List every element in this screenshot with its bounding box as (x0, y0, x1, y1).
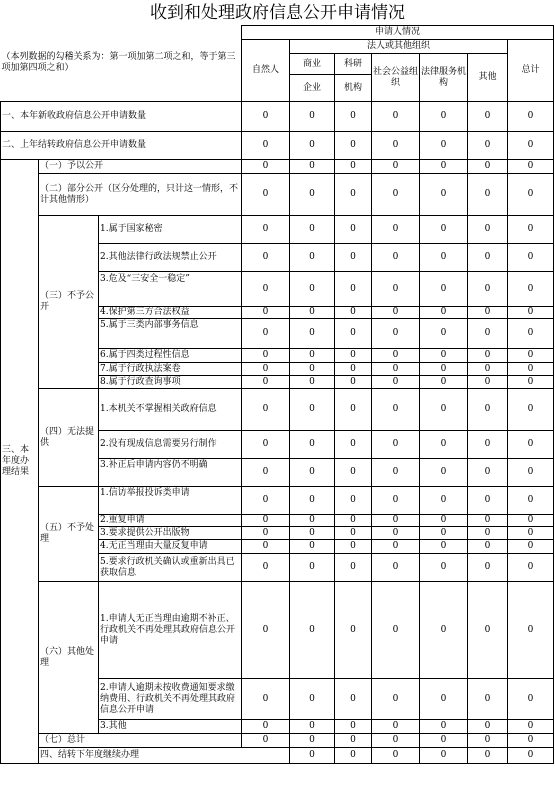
row-label: 1.本机关不掌握相关政府信息 (99, 389, 242, 431)
cell-value: 0 (508, 244, 554, 272)
cell-value: 0 (508, 720, 554, 734)
cell-value: 0 (468, 376, 508, 389)
group-5-label: （五）不予处理 (39, 487, 99, 582)
row-label: 7.属于行政执法案卷 (99, 363, 242, 376)
cell-value: 0 (290, 244, 335, 272)
cell-value: 0 (420, 734, 468, 748)
cell-value: 0 (468, 540, 508, 554)
cell-value: 0 (335, 431, 372, 459)
cell-value: 0 (508, 515, 554, 527)
cell-value: 0 (372, 319, 420, 349)
row-label: 2.没有现成信息需要另行制作 (99, 431, 242, 459)
cell-value: 0 (508, 527, 554, 540)
cell-value: 0 (290, 216, 335, 244)
cell-value: 0 (372, 376, 420, 389)
cell-value: 0 (290, 389, 335, 431)
cell-value: 0 (335, 307, 372, 319)
cell-value: 0 (335, 487, 372, 515)
row-label: 二、上年结转政府信息公开申请数量 (1, 132, 242, 160)
cell-value: 0 (372, 734, 420, 748)
cell-value: 0 (468, 487, 508, 515)
table-row (1, 582, 554, 679)
cell-value: 0 (372, 307, 420, 319)
cell-value: 0 (372, 748, 420, 764)
cell-value: 0 (468, 515, 508, 527)
cell-value: 0 (242, 160, 290, 174)
cell-value: 0 (242, 244, 290, 272)
cell-value: 0 (335, 582, 372, 679)
cell-value: 0 (242, 515, 290, 527)
cell-value: 0 (468, 582, 508, 679)
row-label: 3.补正后申请内容仍不明确 (99, 459, 242, 487)
cell-value: 0 (468, 748, 508, 764)
cell-value: 0 (242, 216, 290, 244)
cell-value: 0 (468, 431, 508, 459)
cell-value: 0 (372, 244, 420, 272)
table-row (1, 102, 554, 132)
cell-value: 0 (420, 174, 468, 216)
cell-value: 0 (468, 307, 508, 319)
header-commerce-bottom: 企业 (290, 75, 335, 102)
cell-value: 0 (242, 459, 290, 487)
cell-value: 0 (372, 349, 420, 363)
cell-value: 0 (335, 748, 372, 764)
header-research-top: 科研 (335, 54, 372, 75)
cell-value: 0 (242, 349, 290, 363)
cell-value: 0 (372, 431, 420, 459)
cell-value: 0 (290, 720, 335, 734)
row-label: 2.重复申请 (99, 515, 242, 527)
cell-value: 0 (290, 487, 335, 515)
cell-value: 0 (290, 679, 335, 720)
cell-value: 0 (335, 319, 372, 349)
cell-value: 0 (372, 582, 420, 679)
cell-value: 0 (242, 102, 290, 132)
info-disclosure-table (0, 25, 554, 764)
cell-value: 0 (290, 431, 335, 459)
cell-value: 0 (508, 349, 554, 363)
cell-value: 0 (372, 272, 420, 307)
cell-value: 0 (508, 132, 554, 160)
row-label: 3.其他 (99, 720, 242, 734)
cell-value: 0 (420, 363, 468, 376)
cell-value: 0 (420, 272, 468, 307)
cell-value: 0 (508, 540, 554, 554)
cell-value: 0 (420, 431, 468, 459)
cell-value: 0 (290, 527, 335, 540)
row-label: 3.要求提供公开出版物 (99, 527, 242, 540)
cell-value: 0 (242, 582, 290, 679)
cell-value: 0 (335, 376, 372, 389)
cell-value: 0 (242, 720, 290, 734)
cell-value: 0 (242, 554, 290, 582)
cell-value: 0 (508, 748, 554, 764)
table-row (1, 734, 554, 748)
cell-value: 0 (372, 554, 420, 582)
cell-value: 0 (508, 160, 554, 174)
cell-value: 0 (508, 319, 554, 349)
cell-value: 0 (468, 554, 508, 582)
cell-value: 0 (420, 540, 468, 554)
row-label: 4.无正当理由大量反复申请 (99, 540, 242, 554)
cell-value: 0 (468, 720, 508, 734)
cell-value: 0 (372, 487, 420, 515)
cell-value: 0 (420, 527, 468, 540)
cell-value: 0 (420, 132, 468, 160)
cell-value: 0 (420, 515, 468, 527)
cell-value: 0 (468, 679, 508, 720)
table-row (1, 160, 554, 174)
cell-value: 0 (335, 540, 372, 554)
cell-value: 0 (508, 102, 554, 132)
cell-value: 0 (420, 376, 468, 389)
cell-value: 0 (420, 582, 468, 679)
cell-value: 0 (290, 748, 335, 764)
cell-value: 0 (242, 376, 290, 389)
cell-value: 0 (420, 216, 468, 244)
cell-value: 0 (335, 102, 372, 132)
cell-value: 0 (372, 540, 420, 554)
header-legal-group: 法人或其他组织 (290, 40, 508, 54)
cell-value: 0 (508, 389, 554, 431)
cell-value: 0 (372, 102, 420, 132)
cell-value: 0 (468, 527, 508, 540)
cell-value: 0 (372, 174, 420, 216)
row-label: 2.申请人逾期未按收费通知要求缴纳费用、行政机关不再处理其政府信息公开申请 (99, 679, 242, 720)
header-commerce-top: 商业 (290, 54, 335, 75)
cell-value: 0 (335, 734, 372, 748)
page-title: 收到和处理政府信息公开申请情况 (150, 3, 405, 23)
cell-value: 0 (508, 307, 554, 319)
cell-value: 0 (372, 389, 420, 431)
cell-value: 0 (335, 679, 372, 720)
cell-value: 0 (508, 554, 554, 582)
cell-value: 0 (508, 679, 554, 720)
row-label: 1.属于国家秘密 (99, 216, 242, 244)
cell-value: 0 (468, 389, 508, 431)
cell-value: 0 (372, 160, 420, 174)
cell-value: 0 (508, 487, 554, 515)
cell-value: 0 (290, 582, 335, 679)
cell-value: 0 (335, 272, 372, 307)
cell-value: 0 (335, 244, 372, 272)
cell-value: 0 (290, 319, 335, 349)
row-label: 8.属于行政查询事项 (99, 376, 242, 389)
cell-value: 0 (420, 307, 468, 319)
header-other: 其他 (468, 54, 508, 102)
cell-value: 0 (468, 102, 508, 132)
cell-value: 0 (420, 720, 468, 734)
cell-value: 0 (242, 540, 290, 554)
cell-value: 0 (420, 459, 468, 487)
cell-value: 0 (372, 363, 420, 376)
cell-value: 0 (372, 216, 420, 244)
cell-value: 0 (242, 319, 290, 349)
table-row (1, 487, 554, 515)
cell-value: 0 (508, 459, 554, 487)
cell-value: 0 (468, 319, 508, 349)
row-label: 一、本年新收政府信息公开申请数量 (1, 102, 242, 132)
cell-value: 0 (242, 363, 290, 376)
cell-value: 0 (420, 244, 468, 272)
cell-value: 0 (335, 515, 372, 527)
cell-value: 0 (335, 160, 372, 174)
table-row (1, 132, 554, 160)
cell-value: 0 (468, 363, 508, 376)
row-label: 1.申请人无正当理由逾期不补正、行政机关不再处理其政府信息公开申请 (99, 582, 242, 679)
cell-value: 0 (242, 679, 290, 720)
cell-value: 0 (420, 487, 468, 515)
cell-value: 0 (335, 720, 372, 734)
cell-value: 0 (290, 132, 335, 160)
cell-value: 0 (242, 174, 290, 216)
row-label: 6.属于四类过程性信息 (99, 349, 242, 363)
row-label: 3.危及“三安全一稳定” (99, 272, 242, 307)
cell-value: 0 (242, 132, 290, 160)
cell-value: 0 (420, 160, 468, 174)
cell-value: 0 (242, 527, 290, 540)
cell-value: 0 (335, 363, 372, 376)
header-research-bottom: 机构 (335, 75, 372, 102)
cell-value: 0 (372, 679, 420, 720)
cell-value: 0 (335, 554, 372, 582)
header-natural-person: 自然人 (242, 40, 290, 102)
cell-value: 0 (420, 679, 468, 720)
row-label: （二）部分公开（区分处理的，只计这一情形，不计其他情形） (39, 174, 242, 216)
cell-value: 0 (372, 527, 420, 540)
row-label: 2.其他法律行政法规禁止公开 (99, 244, 242, 272)
table-row (1, 174, 554, 216)
cell-value: 0 (242, 487, 290, 515)
cell-value: 0 (468, 132, 508, 160)
group-4-label: （四）无法提供 (39, 389, 99, 487)
cell-value: 0 (508, 431, 554, 459)
cell-value: 0 (508, 363, 554, 376)
cell-value: 0 (335, 216, 372, 244)
header-legal-service: 法律服务机构 (420, 54, 468, 102)
cell-value: 0 (508, 174, 554, 216)
cell-value: 0 (372, 132, 420, 160)
table-row (1, 389, 554, 431)
cell-value: 0 (372, 720, 420, 734)
cell-value: 0 (290, 174, 335, 216)
cell-value: 0 (290, 376, 335, 389)
table-row (1, 748, 554, 764)
cell-value: 0 (242, 431, 290, 459)
header-applicant: 申请人情况 (242, 26, 554, 40)
row-label: 四、结转下年度继续办理 (39, 748, 290, 764)
cell-value: 0 (290, 272, 335, 307)
cell-value: 0 (468, 244, 508, 272)
cell-value: 0 (420, 554, 468, 582)
cell-value: 0 (420, 319, 468, 349)
cell-value: 0 (335, 527, 372, 540)
cell-value: 0 (420, 748, 468, 764)
cell-value: 0 (335, 459, 372, 487)
cell-value: 0 (468, 174, 508, 216)
group-3-label: （三）不予公开 (39, 216, 99, 389)
cell-value: 0 (468, 160, 508, 174)
cell-value: 0 (290, 307, 335, 319)
cell-value: 0 (468, 349, 508, 363)
cell-value: 0 (290, 540, 335, 554)
cell-value: 0 (290, 363, 335, 376)
cell-value: 0 (508, 376, 554, 389)
header-total: 总计 (508, 40, 554, 102)
cell-value: 0 (335, 174, 372, 216)
cell-value: 0 (335, 132, 372, 160)
row-label: 5.属于三类内部事务信息 (99, 319, 242, 349)
cell-value: 0 (290, 459, 335, 487)
row-label: 4.保护第三方合法权益 (99, 307, 242, 319)
cell-value: 0 (468, 216, 508, 244)
cell-value: 0 (508, 734, 554, 748)
row-label: 1.信访举报投诉类申请 (99, 487, 242, 515)
section-3-label: 三、本年度办理结果 (1, 160, 39, 764)
header-note: （本列数据的勾稽关系为：第一项加第二项之和，等于第三项加第四项之和） (1, 26, 242, 102)
cell-value: 0 (290, 734, 335, 748)
cell-value: 0 (290, 515, 335, 527)
header-social-org: 社会公益组织 (372, 54, 420, 102)
cell-value: 0 (335, 349, 372, 363)
row-label: 5.要求行政机关确认或重新出具已获取信息 (99, 554, 242, 582)
cell-value: 0 (290, 349, 335, 363)
cell-value: 0 (242, 734, 290, 748)
cell-value: 0 (468, 272, 508, 307)
cell-value: 0 (508, 272, 554, 307)
cell-value: 0 (242, 272, 290, 307)
cell-value: 0 (290, 160, 335, 174)
cell-value: 0 (468, 734, 508, 748)
row-label: （七）总计 (39, 734, 242, 748)
cell-value: 0 (468, 459, 508, 487)
table-row (1, 216, 554, 244)
cell-value: 0 (242, 389, 290, 431)
cell-value: 0 (420, 102, 468, 132)
cell-value: 0 (290, 102, 335, 132)
row-label: （一）予以公开 (39, 160, 242, 174)
cell-value: 0 (508, 216, 554, 244)
cell-value: 0 (242, 307, 290, 319)
cell-value: 0 (508, 582, 554, 679)
cell-value: 0 (420, 389, 468, 431)
cell-value: 0 (290, 554, 335, 582)
group-6-label: （六）其他处理 (39, 582, 99, 734)
cell-value: 0 (420, 349, 468, 363)
cell-value: 0 (335, 389, 372, 431)
cell-value: 0 (372, 459, 420, 487)
cell-value: 0 (372, 515, 420, 527)
